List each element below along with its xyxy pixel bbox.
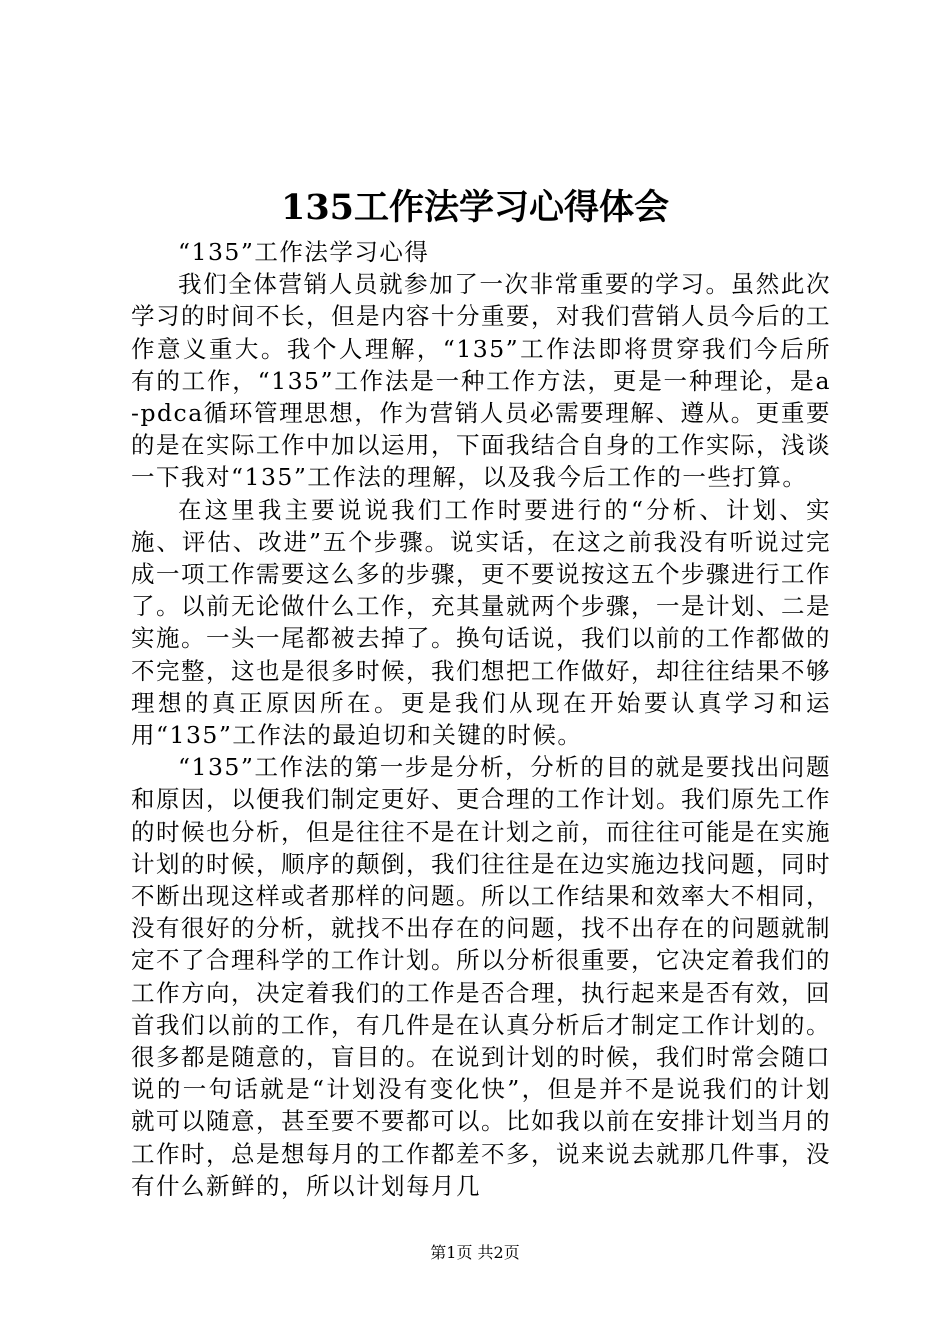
page-footer: 第1页 共2页	[430, 1243, 520, 1262]
paragraph: “135”工作法的第一步是分析，分析的目的就是要找出问题和原因，以便我们制定更好、更合理的工作计划。我们原先工作的时候也分析，但是往往不是在计划之前，而往往可能是在实施计划的时候，顺序的颠倒，我们往往是在边实施边找问题，同时不断出现这样或者那样的问题。所以工作结果和效率大不相同，没有很好的分析，就找不出存在的问题，找不出存在的问题就制定不了合理科学的工作计划。所以分析很重要，它决定着我们的工作方向，决定着我们的工作是否合理，执行起来是否有效，回首我们以前的工作，有几件是在认真分析后才制定工作计划的。很多都是随意的，盲目的。在说到计划的时候，我们时常会随口说的一句话就是“计划没有变化快”，但是并不是说我们的计划就可以随意，甚至要不要都可以。比如我以前在安排计划当月的工作时，总是想每月的工作都差不多，说来说去就那几件事，没有什么新鲜的，所以计划每月几	[131, 753, 831, 1200]
document-title: 135工作法学习心得体会	[280, 187, 670, 228]
document-body	[131, 236, 831, 1202]
paragraph-subtitle: “135”工作法学习心得	[178, 238, 430, 266]
paragraph: 我们全体营销人员就参加了一次非常重要的学习。虽然此次学习的时间不长，但是内容十分重要，对我们营销人员今后的工作意义重大。我个人理解，“135”工作法即将贯穿我们今后所有的工作，“135”工作法是一种工作方法，更是一种理论，是a-pdca循环管理思想，作为营销人员必需要理解、遵从。更重要的是在实际工作中加以运用，下面我结合自身的工作实际，浅谈一下我对“135”工作法的理解，以及我今后工作的一些打算。	[131, 270, 831, 492]
paragraph: 在这里我主要说说我们工作时要进行的“分析、计划、实施、评估、改进”五个步骤。说实话，在这之前我没有听说过完成一项工作需要这么多的步骤，更不要说按这五个步骤进行工作了。以前无论做什么工作，充其量就两个步骤，一是计划、二是实施。一头一尾都被去掉了。换句话说，我们以前的工作都做的不完整，这也是很多时候，我们想把工作做好，却往往结果不够理想的真正原因所在。更是我们从现在开始要认真学习和运用“135”工作法的最迫切和关键的时候。	[131, 495, 831, 750]
